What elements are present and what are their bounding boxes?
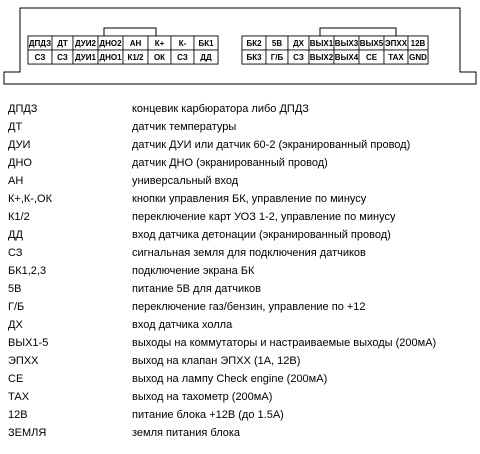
legend-description: универсальный вход [132,175,239,187]
legend-description: датчик температуры [132,121,237,133]
legend-row [0,136,480,154]
pin-label: ДПДЗ [28,39,52,48]
legend-description: выход на клапан ЭПХХ (1А, 12В) [132,355,301,367]
legend-term: ЭПХХ [8,355,39,367]
legend-description: подключение экрана БК [132,265,255,277]
pin-label: ДНО1 [99,53,122,62]
legend-row [0,388,480,406]
pin-label: ДД [200,53,212,62]
pin-label: АН [129,39,142,48]
legend-term: СЗ [8,247,23,259]
legend-term: 12В [8,409,28,421]
legend-description: кнопки управления БК, управление по минусу [132,193,367,205]
legend-row [0,370,480,388]
pin-label: ТАХ [388,53,404,62]
pin-label: ОК [153,53,166,62]
legend-term: 5В [8,283,22,295]
pin-label: ДХ [292,39,305,48]
connector-diagram [0,0,480,95]
legend-row [0,280,480,298]
pin-label: СЕ [365,53,378,62]
pin-label: ДТ [57,39,68,48]
legend-term: ЗЕМЛЯ [8,427,47,439]
pin-label: К1/2 [127,53,144,62]
legend-description: земля питания блока [132,427,241,439]
pin-label: ВЫХ1 [309,39,334,48]
pin-label: ВЫХ5 [359,39,384,48]
legend-term: СЕ [8,373,24,385]
legend-description: питание 5В для датчиков [132,283,261,295]
legend-term: ДХ [8,319,23,331]
pin-label: СЗ [57,53,68,62]
pin-label: СЗ [177,53,188,62]
legend-description: концевик карбюратора либо ДПДЗ [132,103,309,115]
legend-row [0,118,480,136]
legend-row [0,262,480,280]
pin-label: К+ [154,39,165,48]
legend-row [0,334,480,352]
legend-term: ДТ [8,121,23,133]
pin-label: GND [409,53,427,62]
legend-row [0,424,480,442]
pin-label: ВЫХ2 [309,53,334,62]
legend-row [0,154,480,172]
legend-term: ДНО [8,157,32,169]
pin-label: 5В [271,39,283,48]
pin-label: БК1 [198,39,214,48]
pin-block-left [28,36,218,64]
legend-term: К+,К-,ОК [8,193,52,205]
legend-description: вход датчика холла [132,319,233,331]
legend-description: выход на лампу Check engine (200мА) [132,373,328,385]
legend-term: ВЫХ1-5 [8,337,49,349]
legend-term: ТАХ [8,391,30,403]
legend-row [0,244,480,262]
legend-description: выходы на коммутаторы и настраиваемые выходы (200мА) [132,337,437,349]
pin-label: ЭПХХ [384,39,408,48]
legend-row [0,406,480,424]
pin-label: 12В [410,39,426,48]
legend-description: переключение газ/бензин, управление по +12 [132,301,366,313]
legend-description: выход на тахометр (200мА) [132,391,273,403]
legend-term: БК1,2,3 [8,265,47,277]
legend-row [0,226,480,244]
pin-label: Г/Б [270,53,284,62]
pin-label: ДНО2 [99,39,122,48]
legend-description: вход датчика детонации (экранированный провод) [132,229,391,241]
legend-description: датчик ДУИ или датчик 60-2 (экранированный провод) [132,139,411,151]
pin-label: ДУИ2 [75,39,96,48]
legend-row [0,298,480,316]
pin-label: ВЫХ4 [334,53,359,62]
legend-row [0,352,480,370]
legend-row [0,172,480,190]
legend-term: К1/2 [8,211,30,223]
pin-label: ВЫХ3 [334,39,359,48]
legend-description: переключение карт УОЗ 1-2, управление по минусу [132,211,396,223]
legend-term: ДПДЗ [8,103,38,115]
legend-term: ДУИ [8,139,31,151]
legend-row [0,316,480,334]
pin-label: СЗ [293,53,304,62]
legend-row [0,208,480,226]
pin-label: К- [178,39,187,48]
legend-description: датчик ДНО (экранированный провод) [132,157,328,169]
legend-description: сигнальная земля для подключения датчиков [132,247,366,259]
pin-label: СЗ [34,53,46,62]
legend-row [0,100,480,118]
legend-row [0,190,480,208]
pin-label: БК2 [246,39,262,48]
legend-term: АН [8,175,24,187]
pin-label: БК3 [246,53,262,62]
legend-description: питание блока +12В (до 1.5А) [132,409,284,421]
pin-label: ДУИ1 [75,53,96,62]
legend-term: ДД [8,229,23,241]
legend-term: Г/Б [8,301,25,313]
pin-block-right [242,36,428,64]
